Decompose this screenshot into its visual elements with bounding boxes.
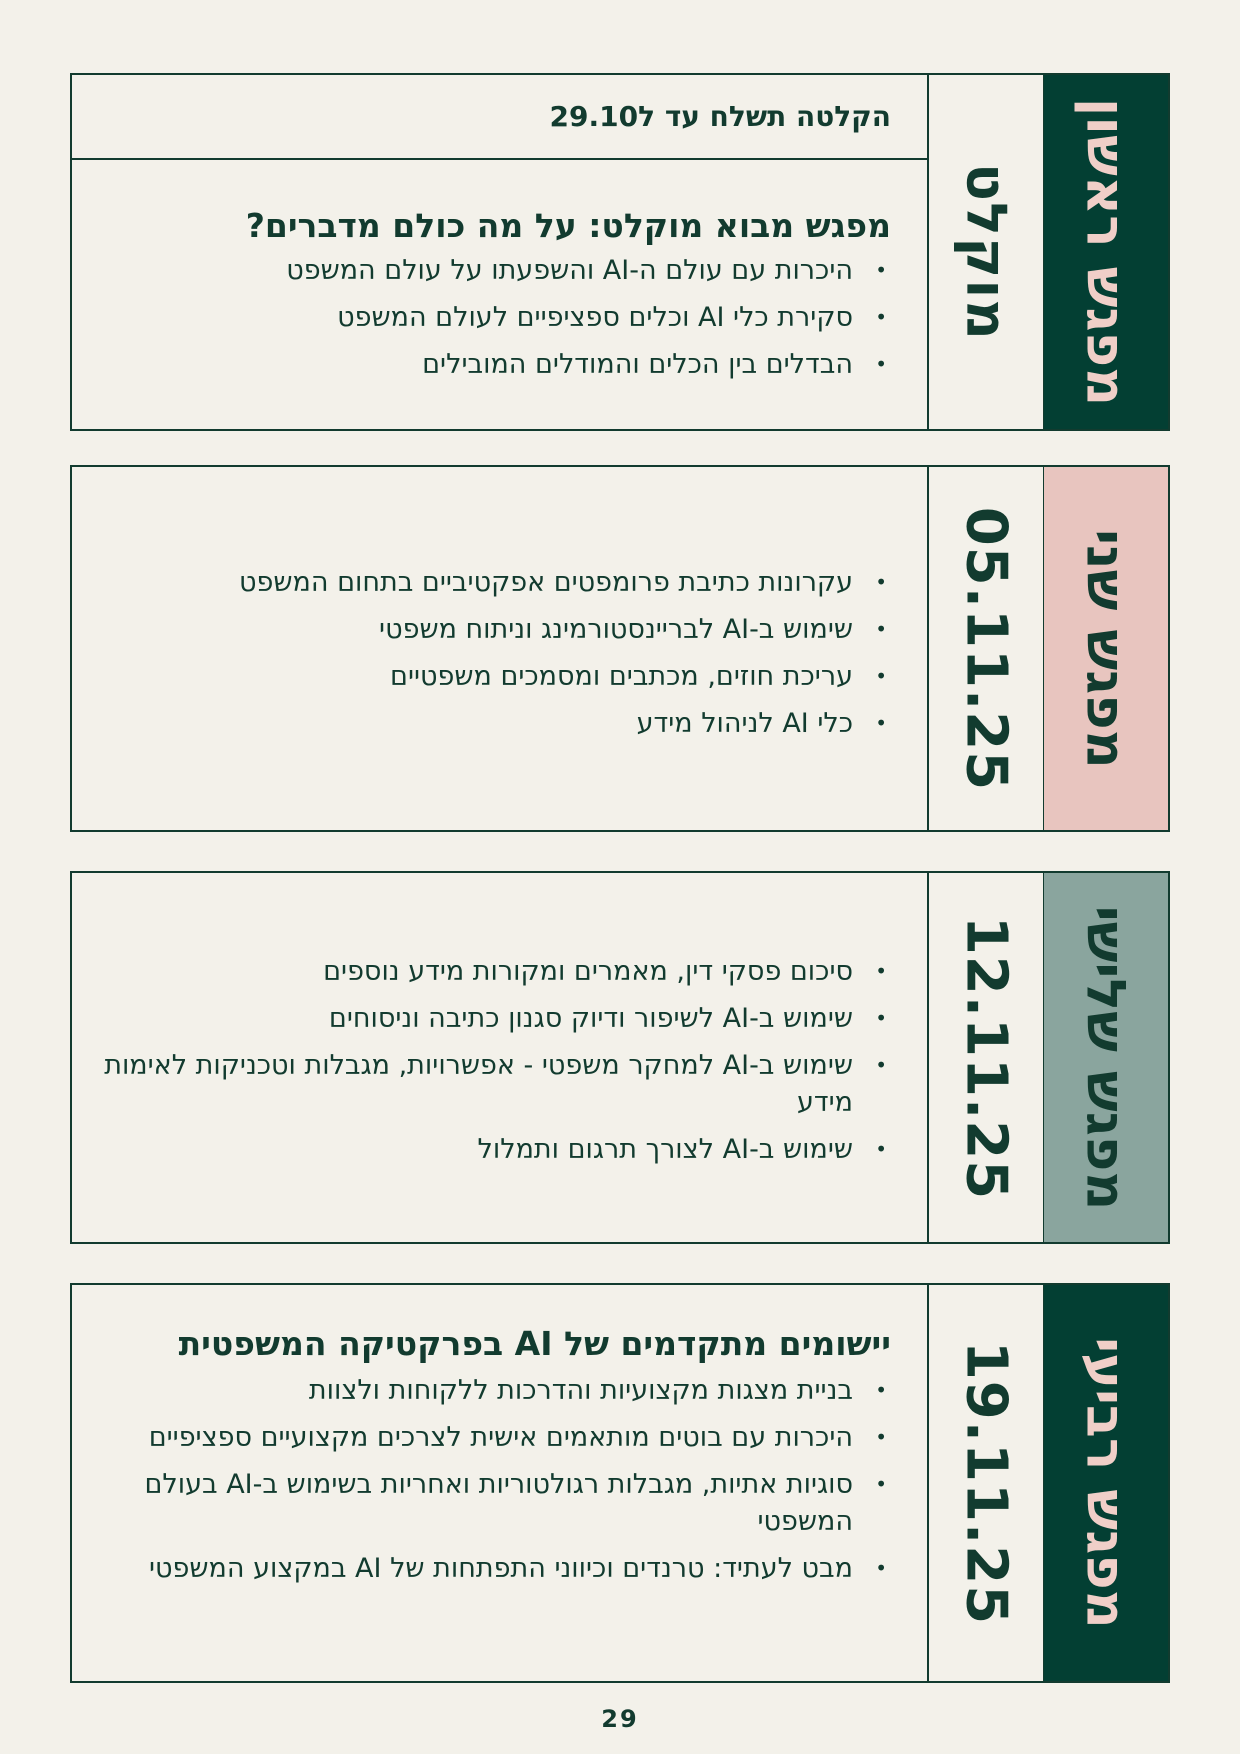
meeting-date: 19.11.25 xyxy=(953,1340,1019,1626)
topic-item: • היכרות עם עולם ה-AI והשפעתו על עולם המשפט xyxy=(72,252,927,289)
topic-item: • שימוש ב-AI למחקר משפטי - אפשרויות, מגבלות וטכניקות לאימות מידע xyxy=(72,1047,927,1121)
meeting-label-column xyxy=(1044,467,1168,830)
topic-list xyxy=(72,953,927,1168)
meeting-label-column xyxy=(1044,1285,1168,1681)
meeting-label: מפגש שלישי xyxy=(1074,905,1138,1210)
meeting-card-4 xyxy=(70,1283,1170,1683)
meeting-date: מוקלט xyxy=(953,163,1019,341)
topic-list xyxy=(72,1372,927,1587)
meeting-label: מפגש רביעי xyxy=(1074,1337,1138,1629)
topic-item: • כלי AI לניהול מידע xyxy=(72,705,927,742)
meeting-date-column xyxy=(927,467,1045,830)
meeting-card-2 xyxy=(70,465,1170,832)
meeting-heading: מפגש מבוא מוקלט: על מה כולם מדברים? xyxy=(245,206,891,245)
meeting-date-column xyxy=(927,75,1045,429)
meeting-label-column xyxy=(1044,75,1168,429)
topic-item: • היכרות עם בוטים מותאמים אישית לצרכים מקצועיים ספציפיים xyxy=(72,1419,927,1456)
topic-item: • שימוש ב-AI לצורך תרגום ותמלול xyxy=(72,1131,927,1168)
meeting-card-1 xyxy=(70,73,1170,431)
topic-item: • עקרונות כתיבת פרומפטים אפקטיביים בתחום המשפט xyxy=(72,564,927,601)
meeting-label-column xyxy=(1044,873,1168,1242)
topic-item: • הבדלים בין הכלים והמודלים המובילים xyxy=(72,346,927,383)
topic-item: • סיכום פסקי דין, מאמרים ומקורות מידע נוספים xyxy=(72,953,927,990)
meeting-label: מפגש שני xyxy=(1074,528,1138,769)
meeting-date-column xyxy=(927,1285,1045,1681)
meeting-content xyxy=(72,75,927,429)
meeting-date: 12.11.25 xyxy=(953,915,1019,1200)
recording-note: הקלטה תשלח עד ל29.10 xyxy=(72,75,927,160)
topic-item: • מבט לעתיד: טרנדים וכיווני התפתחות של AI במקצוע המשפטי xyxy=(72,1550,927,1587)
topic-item: • שימוש ב-AI לבריינסטורמינג וניתוח משפטי xyxy=(72,611,927,648)
topic-item: • סקירת כלי AI וכלים ספציפיים לעולם המשפט xyxy=(72,299,927,336)
meeting-content xyxy=(72,467,927,830)
topic-list xyxy=(72,564,927,742)
meeting-heading: יישומים מתקדמים של AI בפרקטיקה המשפטית xyxy=(178,1324,891,1363)
topic-item: • בניית מצגות מקצועיות והדרכות ללקוחות ולצוות xyxy=(72,1372,927,1409)
topic-item: • עריכת חוזים, מכתבים ומסמכים משפטיים xyxy=(72,658,927,695)
meeting-date-column xyxy=(927,873,1045,1242)
meeting-content xyxy=(72,1285,927,1681)
topic-item: • שימוש ב-AI לשיפור ודיוק סגנון כתיבה וניסוחים xyxy=(72,1000,927,1037)
meeting-date: 05.11.25 xyxy=(953,506,1019,791)
page-number: 29 xyxy=(601,1705,639,1733)
topic-item: • סוגיות אתיות, מגבלות רגולטוריות ואחריות בשימוש ב-AI בעולם המשפטי xyxy=(72,1466,927,1540)
meeting-content xyxy=(72,873,927,1242)
topic-list xyxy=(72,252,927,383)
meeting-card-3 xyxy=(70,871,1170,1244)
meeting-label: מפגש ראשון xyxy=(1074,97,1138,407)
